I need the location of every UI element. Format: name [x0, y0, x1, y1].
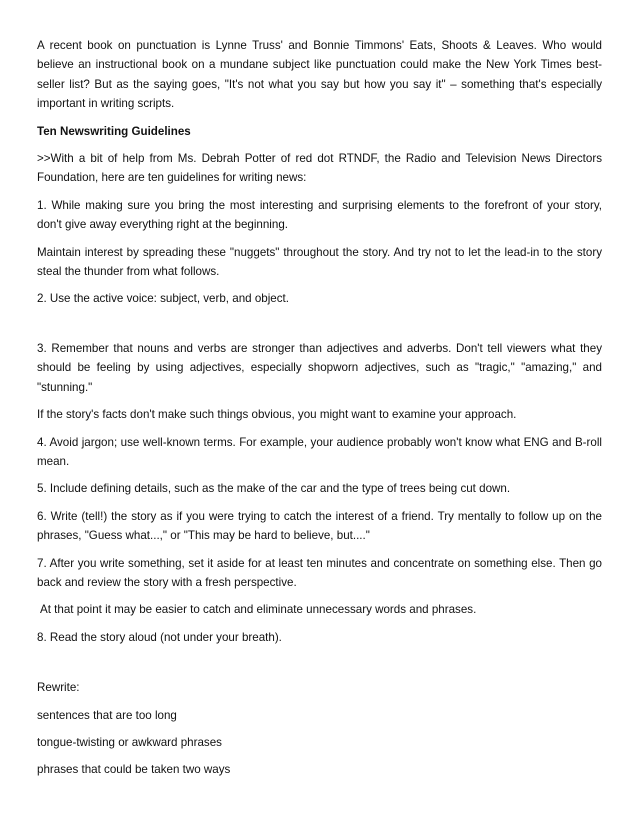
- lead-paragraph: >>With a bit of help from Ms. Debrah Potter of red dot RTNDF, the Radio and Television News Directors Foundation, here are ten guidelines for writing news:: [37, 152, 602, 185]
- guideline-3-followup: If the story's facts don't make such things obvious, you might want to examine your approach.: [37, 408, 517, 422]
- guideline-5: 5. Include defining details, such as the make of the car and the type of trees being cut down.: [37, 482, 511, 496]
- intro-paragraph: A recent book on punctuation is Lynne Truss' and Bonnie Timmons' Eats, Shoots & Leaves. Who would believe an instructional book on a mundane subject like punctuation could make the New York Times best-seller list? But as the saying goes, "It's not what you say but how you say it" – something that's especially important in writing scripts.: [37, 39, 602, 111]
- guideline-1-followup: Maintain interest by spreading these "nuggets" throughout the story. And try not to let the lead-in to the story steal the thunder from what follows.: [37, 245, 602, 279]
- rewrite-label: Rewrite:: [37, 681, 80, 695]
- guideline-4: 4. Avoid jargon; use well-known terms. For example, your audience probably won't know what ENG and B-roll mean.: [37, 435, 602, 468]
- guideline-1: 1. While making sure you bring the most interesting and surprising elements to the forefront of your story, don't give away everything right at the beginning.: [37, 198, 602, 232]
- rewrite-item: phrases that could be taken two ways: [37, 763, 231, 777]
- guideline-3: 3. Remember that nouns and verbs are stronger than adjectives and adverbs. Don't tell viewers what they should be feeling by using adjectives, especially shopworn adjectives, such as "tragic," "amazing," and "stunning.": [37, 341, 602, 394]
- blank-line: [37, 655, 602, 678]
- guideline-2: 2. Use the active voice: subject, verb, and object.: [37, 292, 289, 306]
- guideline-7: 7. After you write something, set it aside for at least ten minutes and concentrate on something else. Then go back and review the story with a fresh perspective.: [37, 556, 602, 589]
- guideline-7-followup: At that point it may be easier to catch and eliminate unnecessary words and phrases.: [40, 603, 477, 617]
- section-heading: Ten Newswriting Guidelines: [37, 124, 191, 138]
- guideline-8: 8. Read the story aloud (not under your breath).: [37, 630, 282, 644]
- blank-line: [37, 317, 602, 339]
- rewrite-item: tongue-twisting or awkward phrases: [37, 735, 222, 749]
- guideline-6: 6. Write (tell!) the story as if you were trying to catch the interest of a friend. Try mentally to follow up on the phrases, "Guess what...," or "This may be hard to believe, but....": [37, 509, 602, 543]
- rewrite-item: sentences that are too long: [37, 708, 177, 722]
- document-page: [37, 36, 602, 788]
